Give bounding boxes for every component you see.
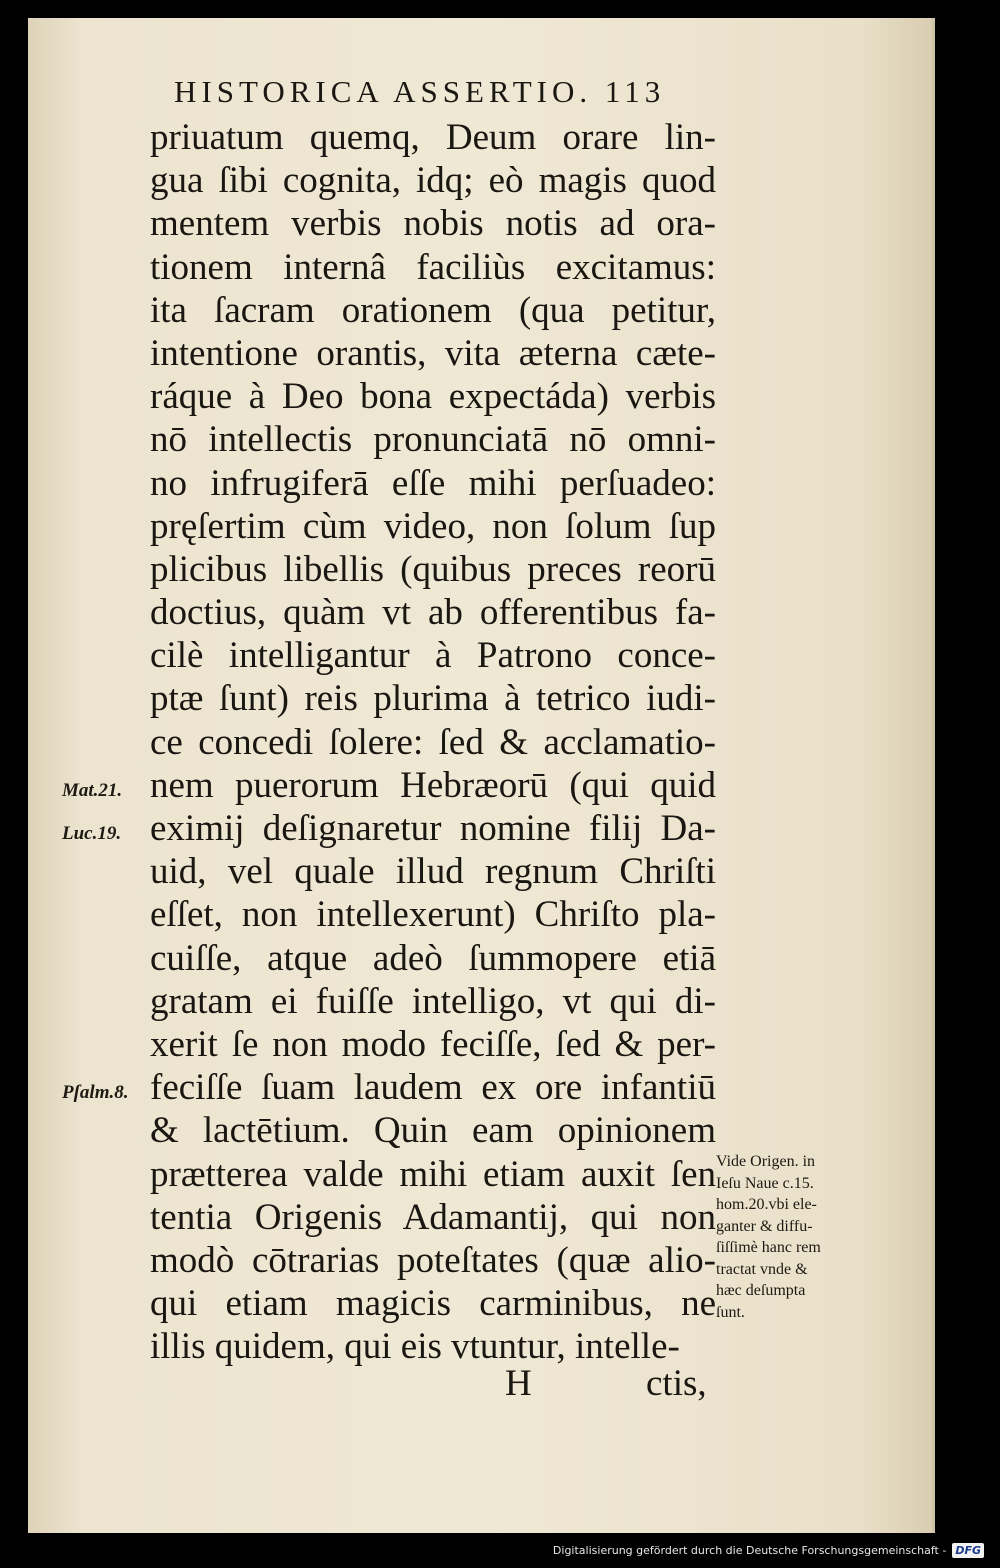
text-line: gratam ei fuiſſe intelligo, vt qui di- <box>150 980 716 1022</box>
margin-reference: Luc.19. <box>62 823 122 845</box>
text-line: intentione orantis, vita æterna cæte- <box>150 332 716 374</box>
margin-note-line: tractat vnde & <box>716 1260 808 1278</box>
text-line: plicibus libellis (quibus preces reorū <box>150 548 716 590</box>
text-line: qui etiam magicis carminibus, ne <box>150 1283 716 1325</box>
text-line: & lactētium. Quin eam opinionem <box>150 1110 716 1152</box>
text-line: ráque à Deo bona expectáda) verbis <box>150 376 716 418</box>
book-page <box>28 18 935 1533</box>
body-text <box>150 116 716 1368</box>
text-line: mentem verbis nobis notis ad ora- <box>150 203 716 245</box>
margin-note-line: ſunt. <box>716 1303 745 1321</box>
text-line: cuiſſe, atque adeò ſummopere etiā <box>150 937 716 979</box>
margin-note-line: hæc deſumpta <box>716 1282 806 1299</box>
text-line: feciſſe ſuam laudem ex ore infantiū <box>150 1067 716 1109</box>
margin-reference: Mat.21. <box>62 780 123 801</box>
text-line: tentia Origenis Adamantij, qui non <box>150 1196 716 1238</box>
margin-note-right <box>716 1151 866 1323</box>
text-line: nem puerorum Hebræorū (qui quid <box>150 764 716 806</box>
margin-note-line: Ieſu Naue c.15. <box>716 1174 814 1192</box>
margin-note-line: ganter & diffu- <box>716 1217 813 1235</box>
text-line: tionem internâ faciliùs excitamus: <box>150 246 716 288</box>
text-line: modò cōtrarias poteſtates (quæ alio- <box>150 1239 716 1281</box>
text-line: ptæ ſunt) reis plurima à tetrico iudi- <box>150 678 716 720</box>
text-line: cilè intelligantur à Patrono conce- <box>150 635 716 677</box>
running-head: HISTORICA ASSERTIO. 113 <box>174 74 666 109</box>
text-line: illis quidem, qui eis vtuntur, intelle- <box>150 1326 680 1368</box>
text-line: ce concedi ſolere: ſed & acclamatio- <box>150 721 716 763</box>
text-line: uid, vel quale illud regnum Chriſti <box>150 851 716 893</box>
text-line: xerit ſe non modo feciſſe, ſed & per- <box>150 1023 716 1065</box>
text-line: pręſertim cùm video, non ſolum ſup <box>150 505 716 547</box>
text-line: priuatum quemq, Deum orare lin- <box>150 117 716 158</box>
footer-credit-text: Digitalisierung gefördert durch die Deutsche Forschungsgemeinschaft - <box>552 1543 947 1557</box>
dfg-logo[interactable]: DFG <box>952 1543 984 1558</box>
footer-credit-bar <box>553 1540 984 1560</box>
text-line: gua ſibi cognita, idq; eò magis quod <box>150 160 716 202</box>
text-line: eximij deſignaretur nomine filij Da- <box>150 808 716 849</box>
text-line: prætterea valde mihi etiam auxit ſen <box>150 1153 716 1195</box>
margin-note-line: ſiſſimè hanc rem <box>716 1239 821 1256</box>
signature-mark: H <box>505 1363 532 1404</box>
text-line: eſſet, non intellexerunt) Chriſto pla- <box>150 894 716 936</box>
margin-note-line: Vide Origen. in <box>716 1153 816 1170</box>
text-line: nō intellectis pronunciatā nō omni- <box>150 419 716 461</box>
text-line: no infrugiferā eſſe mihi perſuadeo: <box>150 462 716 504</box>
text-line: ita ſacram orationem (qua petitur, <box>150 289 716 331</box>
catchword: ctis, <box>646 1363 707 1404</box>
margin-reference: Pſalm.8. <box>62 1082 129 1104</box>
text-line: doctius, quàm vt ab offerentibus fa- <box>150 592 716 634</box>
margin-note-line: hom.20.vbi ele- <box>716 1196 817 1213</box>
